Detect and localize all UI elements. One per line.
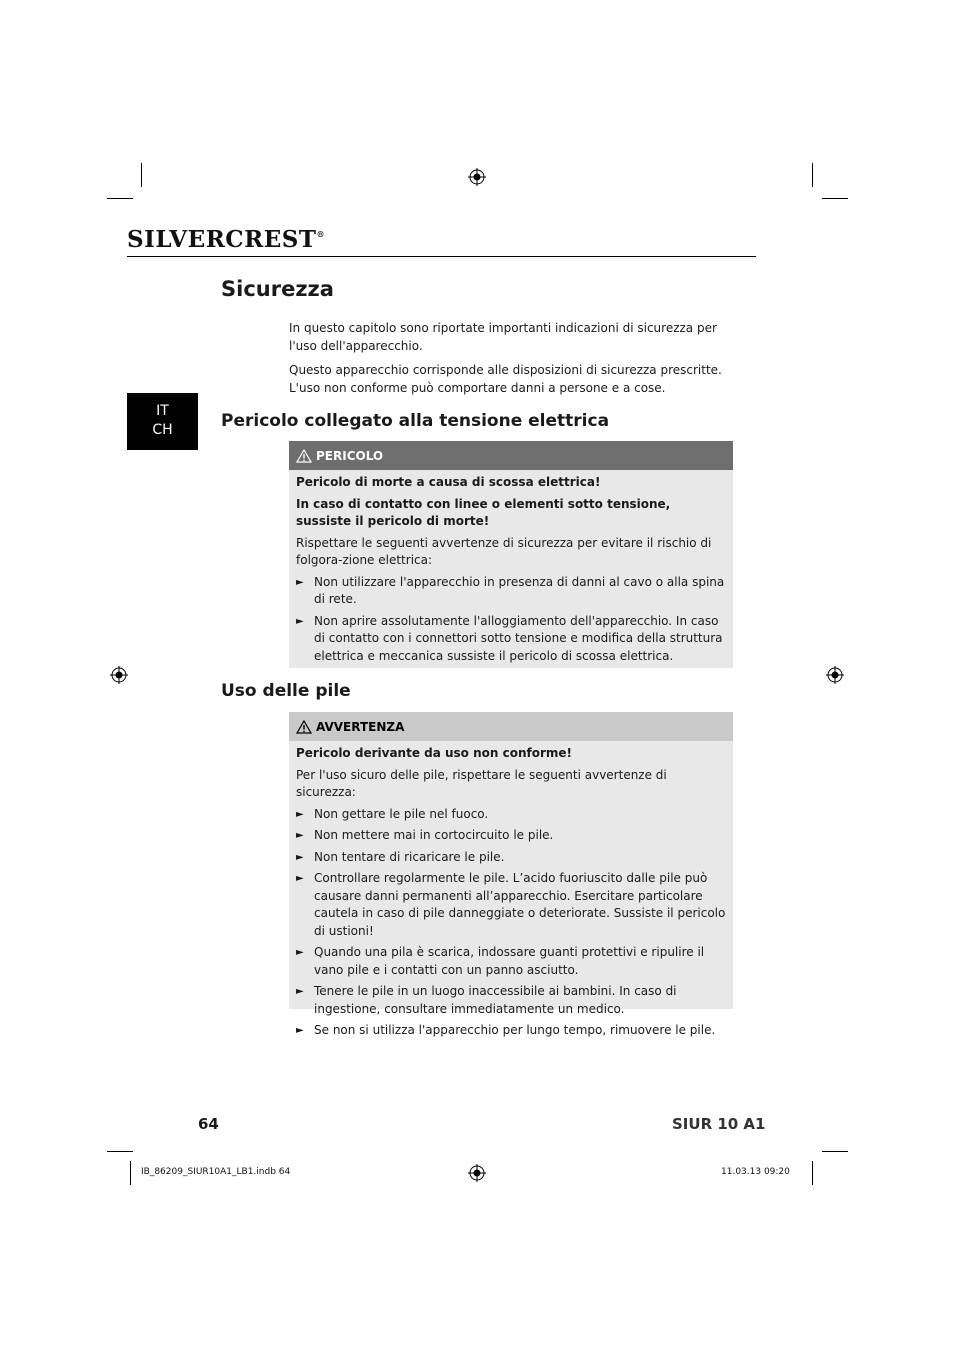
bullet-arrow-icon: ► xyxy=(296,873,304,884)
list-item: ► Non tentare di ricaricare le pile. xyxy=(296,849,726,867)
crop-mark xyxy=(822,1151,848,1152)
page-title: Sicurezza xyxy=(221,277,334,301)
warning-label: AVVERTENZA xyxy=(316,719,405,734)
print-slug-file: IB_86209_SIUR10A1_LB1.indb 64 xyxy=(141,1167,291,1177)
crop-mark xyxy=(822,198,848,199)
brand-logo: SILVERCREST® xyxy=(127,226,325,253)
warning-box-header xyxy=(289,712,733,741)
list-item: ► Non mettere mai in cortocircuito le pile. xyxy=(296,827,726,845)
registration-mark-icon xyxy=(468,1164,486,1182)
crop-mark xyxy=(141,163,142,187)
warning-text: Per l'uso sicuro delle pile, rispettare le seguenti avvertenze di sicurezza: xyxy=(296,767,667,799)
intro-paragraph: In questo capitolo sono riportate importanti indicazioni di sicurezza per l'uso dell'apparecchio. xyxy=(289,321,717,353)
crop-mark xyxy=(812,1161,813,1185)
page-number: 64 xyxy=(198,1115,219,1133)
list-item: ► Controllare regolarmente le pile. L’acido fuoriuscito dalle pile può causare danni permanenti all’apparecchio. Esercitare particolare cautela in caso di pile danneggiate o deteriorate. Sussiste il pericolo di ustioni! xyxy=(296,871,726,938)
intro-paragraph: Questo apparecchio corrisponde alle disposizioni di sicurezza prescritte. L'uso non conforme può comportare danni a persone e a cose. xyxy=(289,363,722,395)
warning-triangle-icon xyxy=(296,720,312,734)
bullet-arrow-icon: ► xyxy=(296,808,304,820)
crop-mark xyxy=(812,163,813,187)
registration-mark-icon xyxy=(110,666,128,684)
crop-mark xyxy=(130,1161,131,1185)
danger-box xyxy=(289,441,733,668)
crop-mark xyxy=(107,198,133,199)
print-slug-date: 11.03.13 09:20 xyxy=(721,1167,790,1177)
bullet-arrow-icon: ► xyxy=(296,830,304,841)
header-rule xyxy=(127,256,756,257)
bullet-arrow-icon: ► xyxy=(296,615,304,627)
list-item: ► Tenere le pile in un luogo inaccessibile ai bambini. In caso di ingestione, consultare immediatamente un medico. xyxy=(296,984,677,1016)
warning-title: Pericolo derivante da uso non conforme! xyxy=(296,746,573,760)
section-heading: Pericolo collegato alla tensione elettrica xyxy=(221,411,610,431)
danger-text: Rispettare le seguenti avvertenze di sicurezza per evitare il rischio di folgora-zione elettrica: xyxy=(296,535,712,567)
crop-mark xyxy=(107,1151,133,1152)
warning-triangle-icon xyxy=(296,449,312,463)
registration-mark-icon xyxy=(468,168,486,186)
list-item: ► Non aprire assolutamente l'alloggiamento dell'apparecchio. In caso di contatto con i connettori sotto tensione e modifica della struttura elettrica e meccanica sussiste il pericolo di scossa elettrica. xyxy=(296,613,723,663)
danger-box-header xyxy=(289,441,733,470)
list-item: ► Quando una pila è scarica, indossare guanti protettivi e ripulire il vano pile e i contatti con un panno asciutto. xyxy=(296,945,705,977)
bullet-arrow-icon: ► xyxy=(296,1025,304,1036)
list-item: ► Se non si utilizza l'apparecchio per lungo tempo, rimuovere le pile. xyxy=(296,1022,726,1040)
bullet-arrow-icon: ► xyxy=(296,986,304,997)
bullet-arrow-icon: ► xyxy=(296,576,304,588)
bullet-arrow-icon: ► xyxy=(296,851,304,863)
bullet-arrow-icon: ► xyxy=(296,947,304,958)
language-tab: IT CH xyxy=(127,393,198,450)
list-item: ► Non utilizzare l'apparecchio in presenza di danni al cavo o alla spina di rete. xyxy=(296,574,725,606)
warning-box xyxy=(289,712,733,1037)
danger-title: Pericolo di morte a causa di scossa elettrica! xyxy=(296,475,601,489)
danger-label: PERICOLO xyxy=(316,448,384,463)
section-heading: Uso delle pile xyxy=(221,681,351,701)
model-number: SIUR 10 A1 xyxy=(672,1115,766,1133)
danger-subtitle: In caso di contatto con linee o elementi sotto tensione, sussiste il pericolo di morte! xyxy=(296,496,671,528)
list-item: ► Non gettare le pile nel fuoco. xyxy=(296,806,726,824)
registration-mark-icon xyxy=(826,666,844,684)
